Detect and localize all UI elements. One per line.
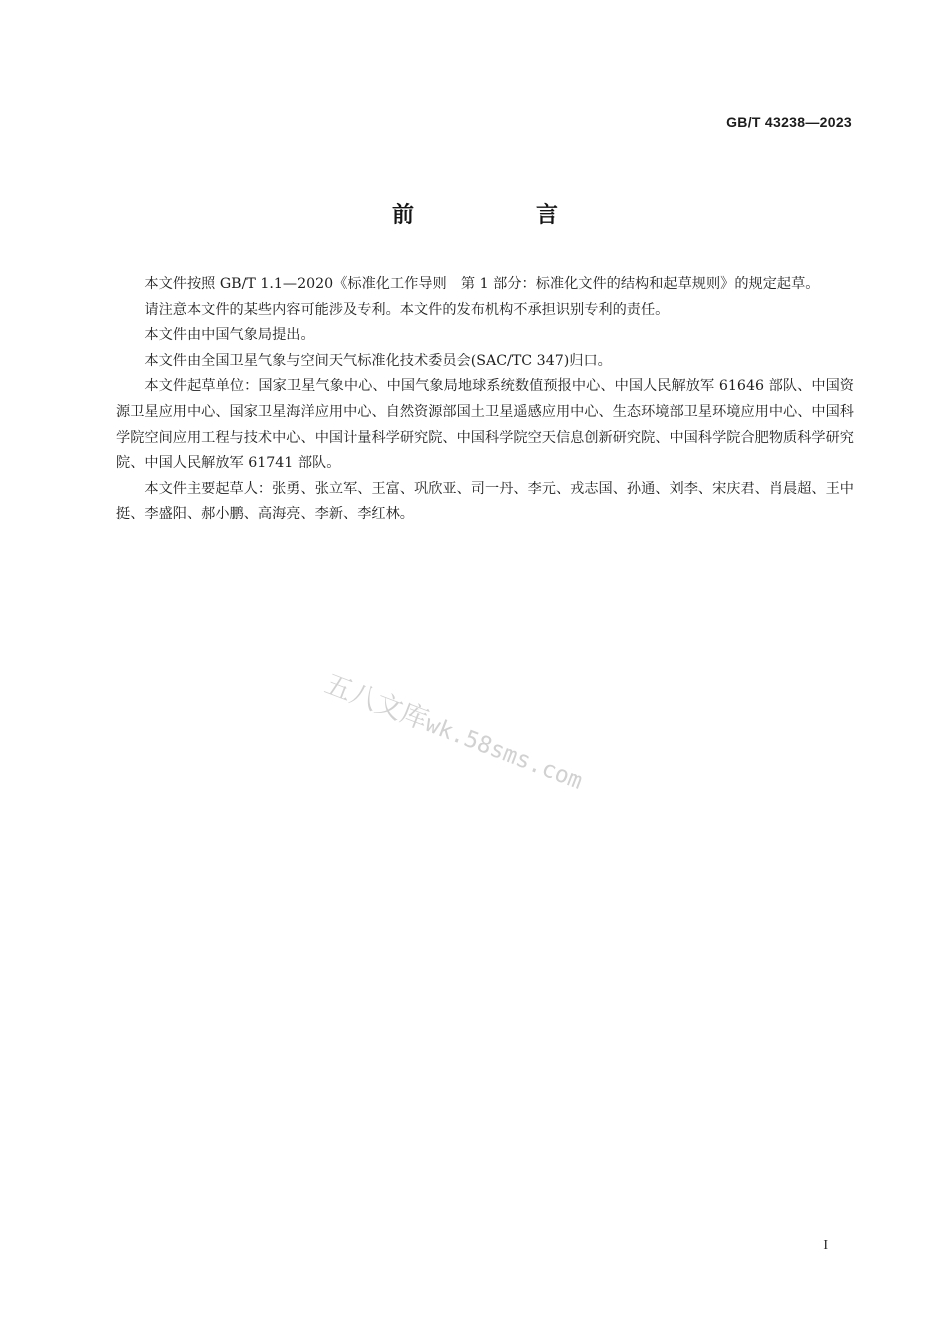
foreword-body xyxy=(116,272,854,528)
watermark-text: 五八文库 xyxy=(320,668,433,737)
paragraph-proposer: 本文件由中国气象局提出。 xyxy=(144,327,315,344)
paragraph-committee: 本文件由全国卫星气象与空间天气标准化技术委员会(SAC/TC 347)归口。 xyxy=(144,352,612,369)
page-title: 前 言 xyxy=(391,203,608,228)
paragraph-drafting-units: 本文件起草单位：国家卫星气象中心、中国气象局地球系统数值预报中心、中国人民解放军 61646 部队、中国资源卫星应用中心、国家卫星海洋应用中心、自然资源部国土卫星遥感应用中心、生态环境部卫星环境应用中心、中国科学院空间应用工程与技术中心、中国计量科学研究院、中国科学院空天信息创新研究院、中国科学院合肥物质科学研究院、中国人民解放军 61741 部队。 xyxy=(116,378,854,472)
standard-code: GB/T 43238—2023 xyxy=(726,114,852,130)
paragraph-drafting-rules: 本文件按照 GB/T 1.1—2020《标准化工作导则 第 1 部分：标准化文件的结构和起草规则》的规定起草。 xyxy=(144,276,820,292)
watermark-url: wk.58sms.com xyxy=(421,710,587,795)
watermark xyxy=(320,662,590,797)
page-number: I xyxy=(823,1238,828,1253)
paragraph-patent-notice: 请注意本文件的某些内容可能涉及专利。本文件的发布机构不承担识别专利的责任。 xyxy=(144,301,670,318)
paragraph-drafters: 本文件主要起草人：张勇、张立军、王富、巩欣亚、司一丹、李元、戎志国、孙通、刘李、宋庆君、肖晨超、王中挺、李盛阳、郝小鹏、高海亮、李新、李红林。 xyxy=(116,480,854,523)
